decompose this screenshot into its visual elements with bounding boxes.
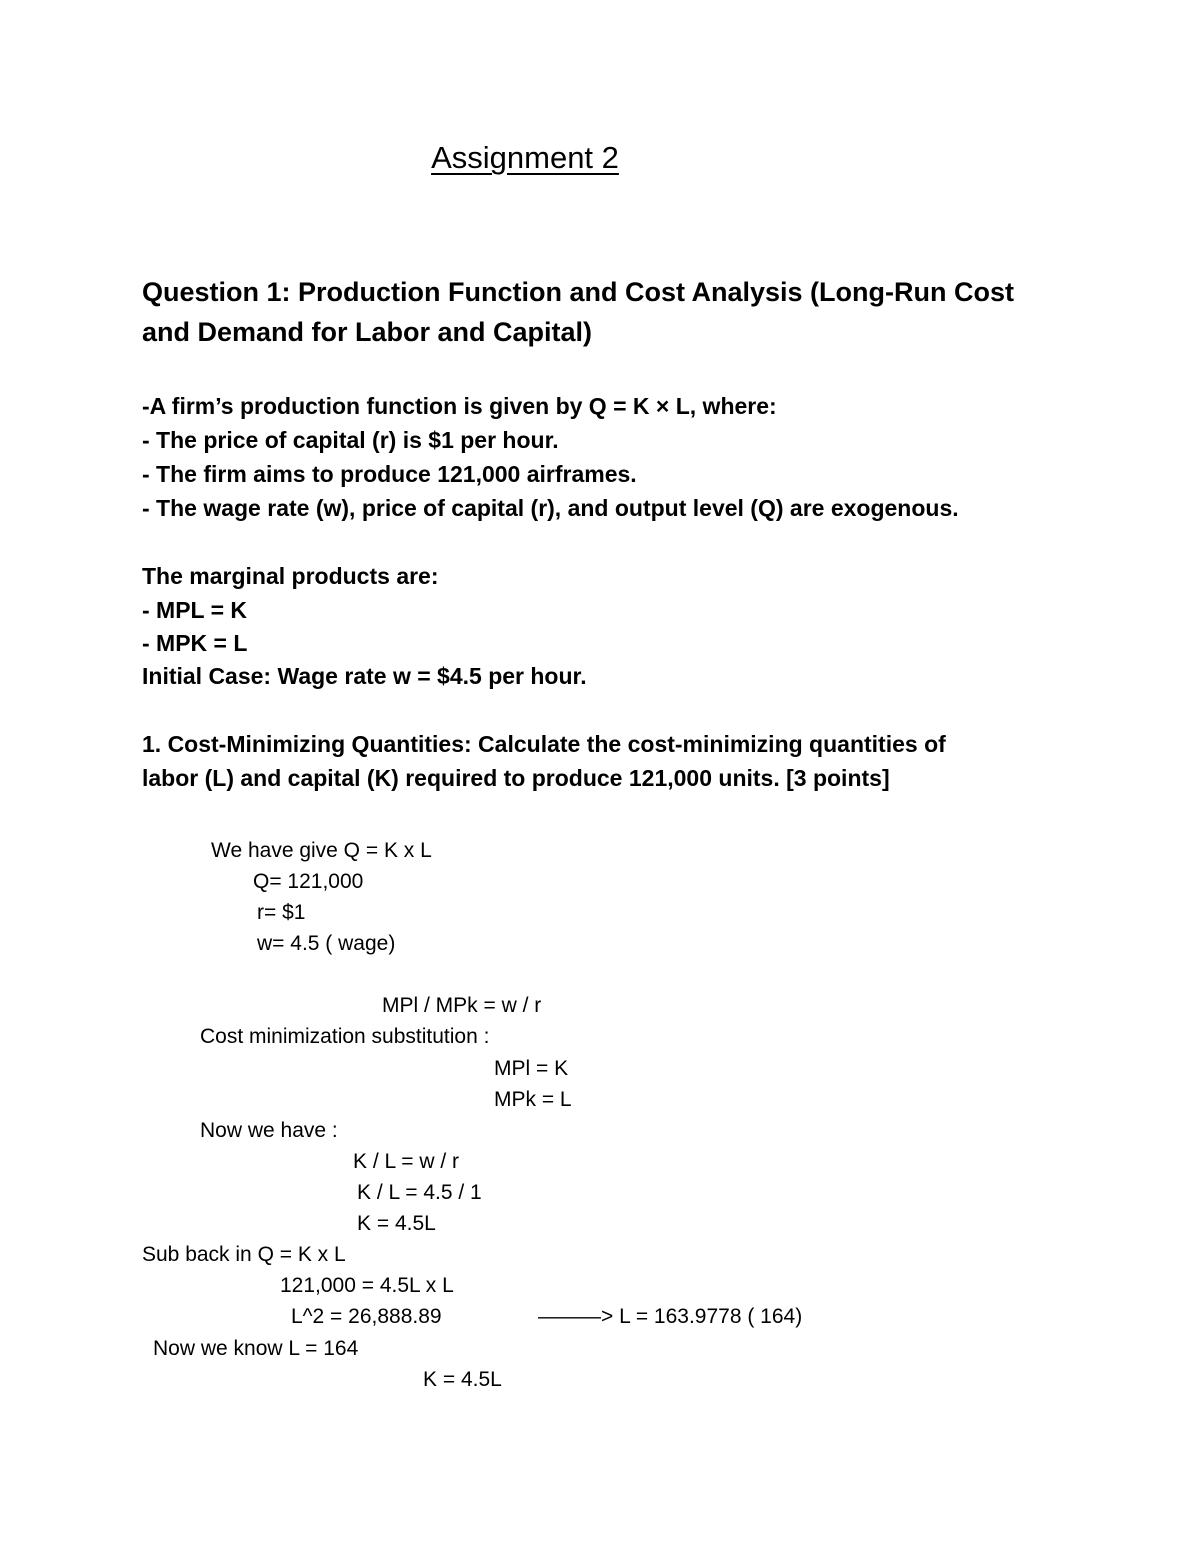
- work-line: K / L = w / r: [353, 1150, 460, 1173]
- work-line: Q= 121,000: [253, 870, 364, 893]
- work-line: 121,000 = 4.5L x L: [280, 1274, 454, 1297]
- work-line: L^2 = 26,888.89: [291, 1305, 442, 1328]
- intro-line: -A firm’s production function is given by Q = K × L, where:: [142, 393, 777, 419]
- intro-line: - The wage rate (w), price of capital (r), and output level (Q) are exogenous.: [142, 495, 959, 521]
- work-line: K / L = 4.5 / 1: [357, 1181, 482, 1204]
- work-line: MPl = K: [494, 1057, 569, 1080]
- marginal-line: The marginal products are:: [142, 563, 439, 589]
- initial-case-line: Initial Case: Wage rate w = $4.5 per hour.: [142, 663, 587, 689]
- work-line: K = 4.5L: [357, 1212, 436, 1235]
- work-line: MPk = L: [494, 1088, 572, 1111]
- work-line: w= 4.5 ( wage): [257, 932, 396, 955]
- question-heading: Question 1: Production Function and Cost Analysis (Long-Run Cost and Demand for Labor and Capital): [142, 277, 1014, 347]
- work-line: MPl / MPk = w / r: [382, 994, 542, 1017]
- work-line: Now we know L = 164: [153, 1337, 359, 1360]
- intro-line: - The firm aims to produce 121,000 airframes.: [142, 461, 637, 487]
- document-title: Assignment 2: [431, 140, 619, 175]
- work-line: Now we have :: [200, 1119, 338, 1142]
- part1-line: 1. Cost-Minimizing Quantities: Calculate the cost-minimizing quantities of: [142, 731, 946, 757]
- work-line: Sub back in Q = K x L: [142, 1243, 346, 1266]
- work-line: ———> L = 163.9778 ( 164): [538, 1305, 803, 1328]
- part1-line: labor (L) and capital (K) required to produce 121,000 units. [3 points]: [142, 765, 890, 791]
- work-line: We have give Q = K x L: [211, 839, 432, 862]
- intro-line: - The price of capital (r) is $1 per hour.: [142, 427, 559, 453]
- work-line: r= $1: [257, 901, 306, 924]
- marginal-line: - MPL = K: [142, 597, 248, 623]
- marginal-line: - MPK = L: [142, 630, 248, 656]
- work-line: K = 4.5L: [423, 1368, 502, 1391]
- work-line: Cost minimization substitution :: [200, 1025, 490, 1048]
